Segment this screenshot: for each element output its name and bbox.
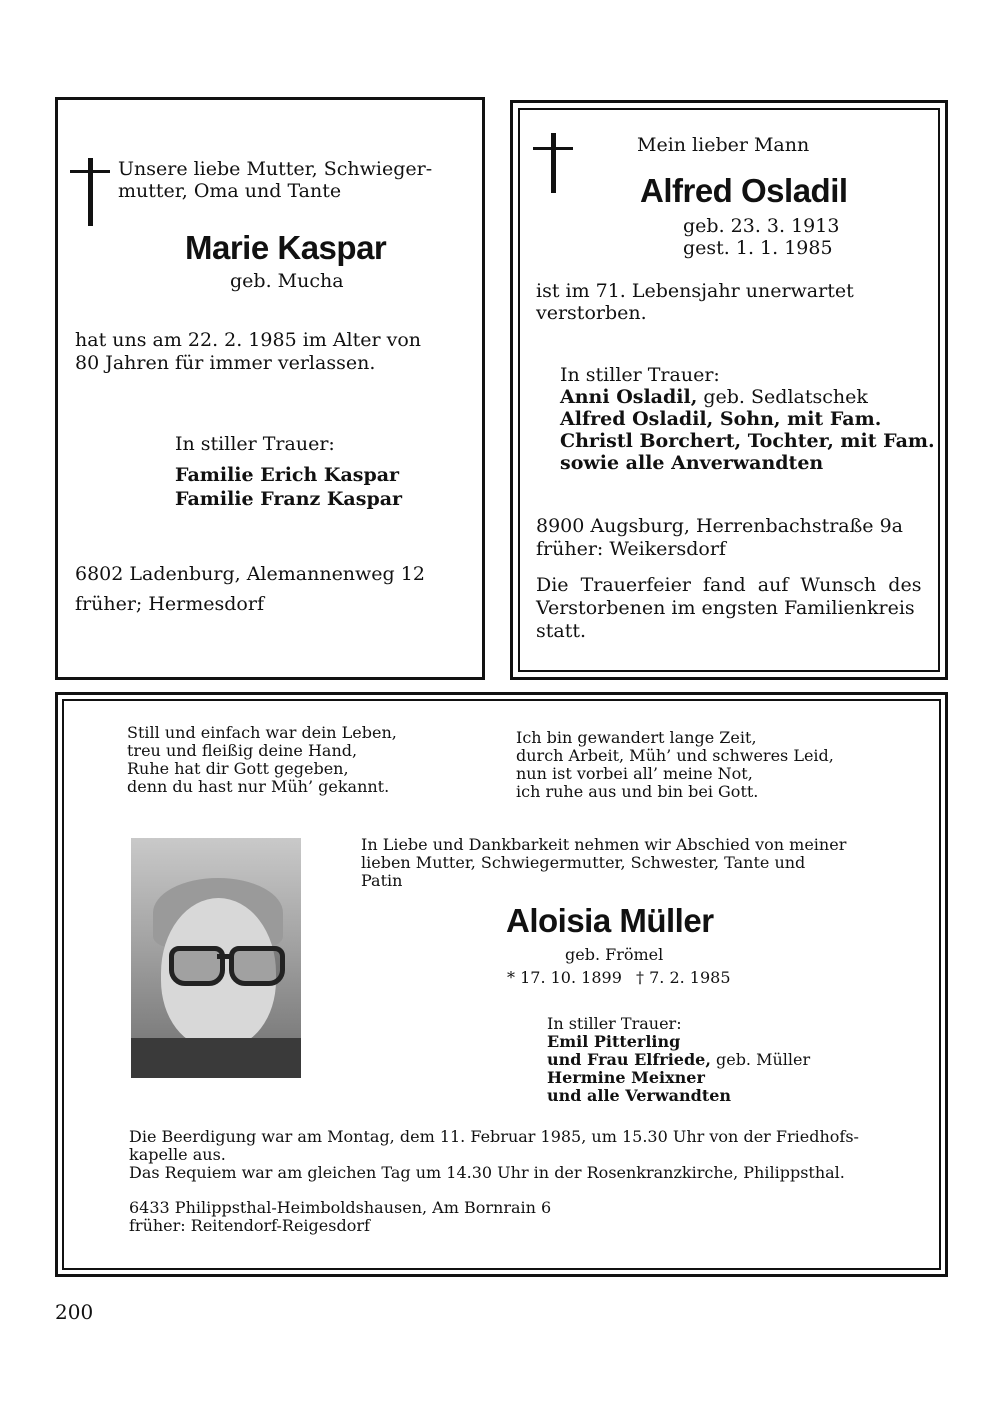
aloisia-mourning-label: In stiller Trauer: xyxy=(547,1014,682,1033)
poem-left-1: Still und einfach war dein Leben, xyxy=(127,723,397,742)
aloisia-mourner-1: Emil Pitterling xyxy=(547,1032,681,1051)
aloisia-intro-3: Patin xyxy=(361,871,403,890)
aloisia-mourner-2-name: und Frau Elfriede, xyxy=(547,1050,711,1069)
poem-left-2: treu und fleißig deine Hand, xyxy=(127,741,358,760)
aloisia-mourner-4: und alle Verwandten xyxy=(547,1086,732,1105)
alfred-mourner-1-name: Anni Osladil, xyxy=(560,386,698,408)
aloisia-address-2: früher: Reitendorf-Reigesdorf xyxy=(129,1216,370,1235)
aloisia-funeral-2: kapelle aus. xyxy=(129,1145,226,1164)
cross-icon xyxy=(533,133,573,195)
alfred-mourner-2: Alfred Osladil, Sohn, mit Fam. xyxy=(560,408,882,430)
aloisia-mourner-2-born: geb. Müller xyxy=(710,1050,811,1069)
alfred-text-2: verstorben. xyxy=(536,302,647,324)
aloisia-death-date: † 7. 2. 1985 xyxy=(636,968,731,987)
alfred-note-3: statt. xyxy=(536,620,587,642)
aloisia-funeral-1: Die Beerdigung war am Montag, dem 11. Februar 1985, um 15.30 Uhr von der Friedhofs- xyxy=(129,1127,859,1146)
poem-left-3: Ruhe hat dir Gott gegeben, xyxy=(127,759,349,778)
aloisia-born: geb. Frömel xyxy=(565,945,664,964)
poem-right-1: Ich bin gewandert lange Zeit, xyxy=(516,728,757,747)
marie-address-2: früher; Hermesdorf xyxy=(75,593,264,615)
aloisia-intro-1: In Liebe und Dankbarkeit nehmen wir Abschied von meiner xyxy=(361,835,847,854)
marie-mourner-1: Familie Erich Kaspar xyxy=(175,464,400,486)
marie-text-2: 80 Jahren für immer verlassen. xyxy=(75,352,376,374)
aloisia-mourner-2 xyxy=(547,1051,810,1069)
alfred-text-1: ist im 71. Lebensjahr unerwartet xyxy=(536,280,854,302)
alfred-died: gest. 1. 1. 1985 xyxy=(683,237,833,259)
alfred-intro: Mein lieber Mann xyxy=(637,134,810,156)
marie-mourner-2: Familie Franz Kaspar xyxy=(175,488,403,510)
alfred-mourner-1 xyxy=(560,386,868,409)
aloisia-name: Aloisia Müller xyxy=(506,902,714,939)
alfred-mourner-4: sowie alle Anverwandten xyxy=(560,452,824,474)
aloisia-mourner-3: Hermine Meixner xyxy=(547,1068,705,1087)
alfred-born: geb. 23. 3. 1913 xyxy=(683,215,840,237)
aloisia-intro-2: lieben Mutter, Schwiegermutter, Schwester, Tante und xyxy=(361,853,806,872)
aloisia-requiem: Das Requiem war am gleichen Tag um 14.30 Uhr in der Rosenkranzkirche, Philippsthal. xyxy=(129,1163,845,1182)
portrait-photo xyxy=(131,838,301,1078)
alfred-name: Alfred Osladil xyxy=(640,172,848,209)
poem-right-2: durch Arbeit, Müh’ und schweres Leid, xyxy=(516,746,834,765)
poem-right-3: nun ist vorbei all’ meine Not, xyxy=(516,764,753,783)
marie-intro-1: Unsere liebe Mutter, Schwieger- xyxy=(118,158,433,180)
marie-text-1: hat uns am 22. 2. 1985 im Alter von xyxy=(75,329,422,351)
alfred-mourner-3: Christl Borchert, Tochter, mit Fam. xyxy=(560,430,935,452)
aloisia-birth-date: * 17. 10. 1899 xyxy=(507,968,622,987)
marie-address-1: 6802 Ladenburg, Alemannenweg 12 xyxy=(75,563,425,585)
marie-mourning-label: In stiller Trauer: xyxy=(175,433,335,455)
poem-left-4: denn du hast nur Müh’ gekannt. xyxy=(127,777,390,796)
marie-born: geb. Mucha xyxy=(230,270,344,292)
aloisia-address-1: 6433 Philippsthal-Heimboldshausen, Am Bornrain 6 xyxy=(129,1198,552,1217)
marie-name: Marie Kaspar xyxy=(185,229,387,266)
alfred-mourner-1-born: geb. Sedlatschek xyxy=(697,386,868,408)
alfred-address-2: früher: Weikersdorf xyxy=(536,538,726,560)
poem-right-4: ich ruhe aus und bin bei Gott. xyxy=(516,782,759,801)
alfred-address-1: 8900 Augsburg, Herrenbachstraße 9a xyxy=(536,515,904,537)
alfred-mourning-label: In stiller Trauer: xyxy=(560,364,720,386)
marie-intro-2: mutter, Oma und Tante xyxy=(118,180,342,202)
alfred-note-2: Verstorbenen im engsten Familienkreis xyxy=(536,597,915,619)
page-number: 200 xyxy=(55,1300,94,1324)
cross-icon xyxy=(70,158,110,228)
alfred-note-1: Die Trauerfeier fand auf Wunsch des xyxy=(536,574,922,596)
